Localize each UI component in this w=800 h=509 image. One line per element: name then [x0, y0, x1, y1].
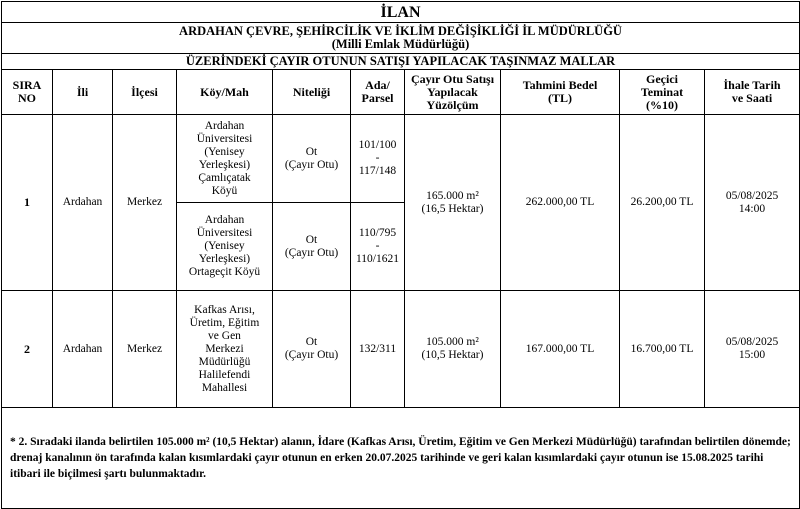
col-header-ihale: İhale Tarih ve Saati: [705, 70, 800, 115]
col-header-yuzolcum: Çayır Otu Satışı Yapılacak Yüzölçüm: [405, 70, 501, 115]
row-ihale: 05/08/2025 14:00: [705, 115, 800, 291]
auction-notice-table: [1, 1, 800, 509]
row-ilce: Merkez: [113, 115, 177, 291]
table-row: [2, 115, 800, 203]
row-nitelik: Ot (Çayır Otu): [273, 291, 351, 408]
row-koy: Ardahan Üniversitesi (Yenisey Yerleşkesi) Çamlıçatak Köyü: [177, 115, 273, 203]
col-header-teminat: Geçici Teminat (%10): [620, 70, 705, 115]
row-ada-parsel: 132/311: [351, 291, 405, 408]
column-header-row: [2, 70, 800, 115]
row-ada-parsel: 110/795 - 110/1621: [351, 203, 405, 291]
col-header-ada-parsel: Ada/ Parsel: [351, 70, 405, 115]
row-teminat: 16.700,00 TL: [620, 291, 705, 408]
row-koy: Ardahan Üniversitesi (Yenisey Yerleşkesi) Ortageçit Köyü: [177, 203, 273, 291]
row-ihale: 05/08/2025 15:00: [705, 291, 800, 408]
row-nitelik: Ot (Çayır Otu): [273, 115, 351, 203]
row-no: 1: [2, 115, 53, 291]
table-row: [2, 291, 800, 408]
row-il: Ardahan: [53, 115, 113, 291]
col-header-il: İli: [53, 70, 113, 115]
row-il: Ardahan: [53, 291, 113, 408]
row-nitelik: Ot (Çayır Otu): [273, 203, 351, 291]
notice-title: İLAN: [2, 2, 800, 23]
section-heading: ÜZERİNDEKİ ÇAYIR OTUNUN SATIŞI YAPILACAK TAŞINMAZ MALLAR: [2, 54, 800, 70]
row-no: 2: [2, 291, 53, 408]
row-bedel: 167.000,00 TL: [501, 291, 620, 408]
col-header-koy: Köy/Mah: [177, 70, 273, 115]
col-header-bedel: Tahmini Bedel (TL): [501, 70, 620, 115]
row-koy: Kafkas Arısı, Üretim, Eğitim ve Gen Merkezi Müdürlüğü Halilefendi Mahallesi: [177, 291, 273, 408]
agency-name: ARDAHAN ÇEVRE, ŞEHİRCİLİK VE İKLİM DEĞİŞİKLİĞİ İL MÜDÜRLÜĞÜ: [179, 24, 622, 38]
row-bedel: 262.000,00 TL: [501, 115, 620, 291]
footnote: * 2. Sıradaki ilanda belirtilen 105.000 m² (10,5 Hektar) alanın, İdare (Kafkas Arısı, Üretim, Eğitim ve Gen Merkezi Müdürlüğü) tarafından belirtilen dönemde; drenaj kanalının ön tarafında kalan kısımlardaki çayır otunun en erken 20.07.2025 tarihinde ve geri kalan kısımlardaki çayır otunun ise 15.08.2025 tarihi itibari ile biçilmesi şartı bulunmaktadır.: [2, 408, 800, 509]
row-ilce: Merkez: [113, 291, 177, 408]
row-yuzolcum: 165.000 m² (16,5 Hektar): [405, 115, 501, 291]
row-yuzolcum: 105.000 m² (10,5 Hektar): [405, 291, 501, 408]
col-header-sira: SIRA NO: [2, 70, 53, 115]
col-header-nitelik: Niteliği: [273, 70, 351, 115]
col-header-ilce: İlçesi: [113, 70, 177, 115]
agency-heading: [2, 23, 800, 54]
department-name: (Milli Emlak Müdürlüğü): [331, 37, 470, 51]
row-ada-parsel: 101/100 - 117/148: [351, 115, 405, 203]
row-teminat: 26.200,00 TL: [620, 115, 705, 291]
